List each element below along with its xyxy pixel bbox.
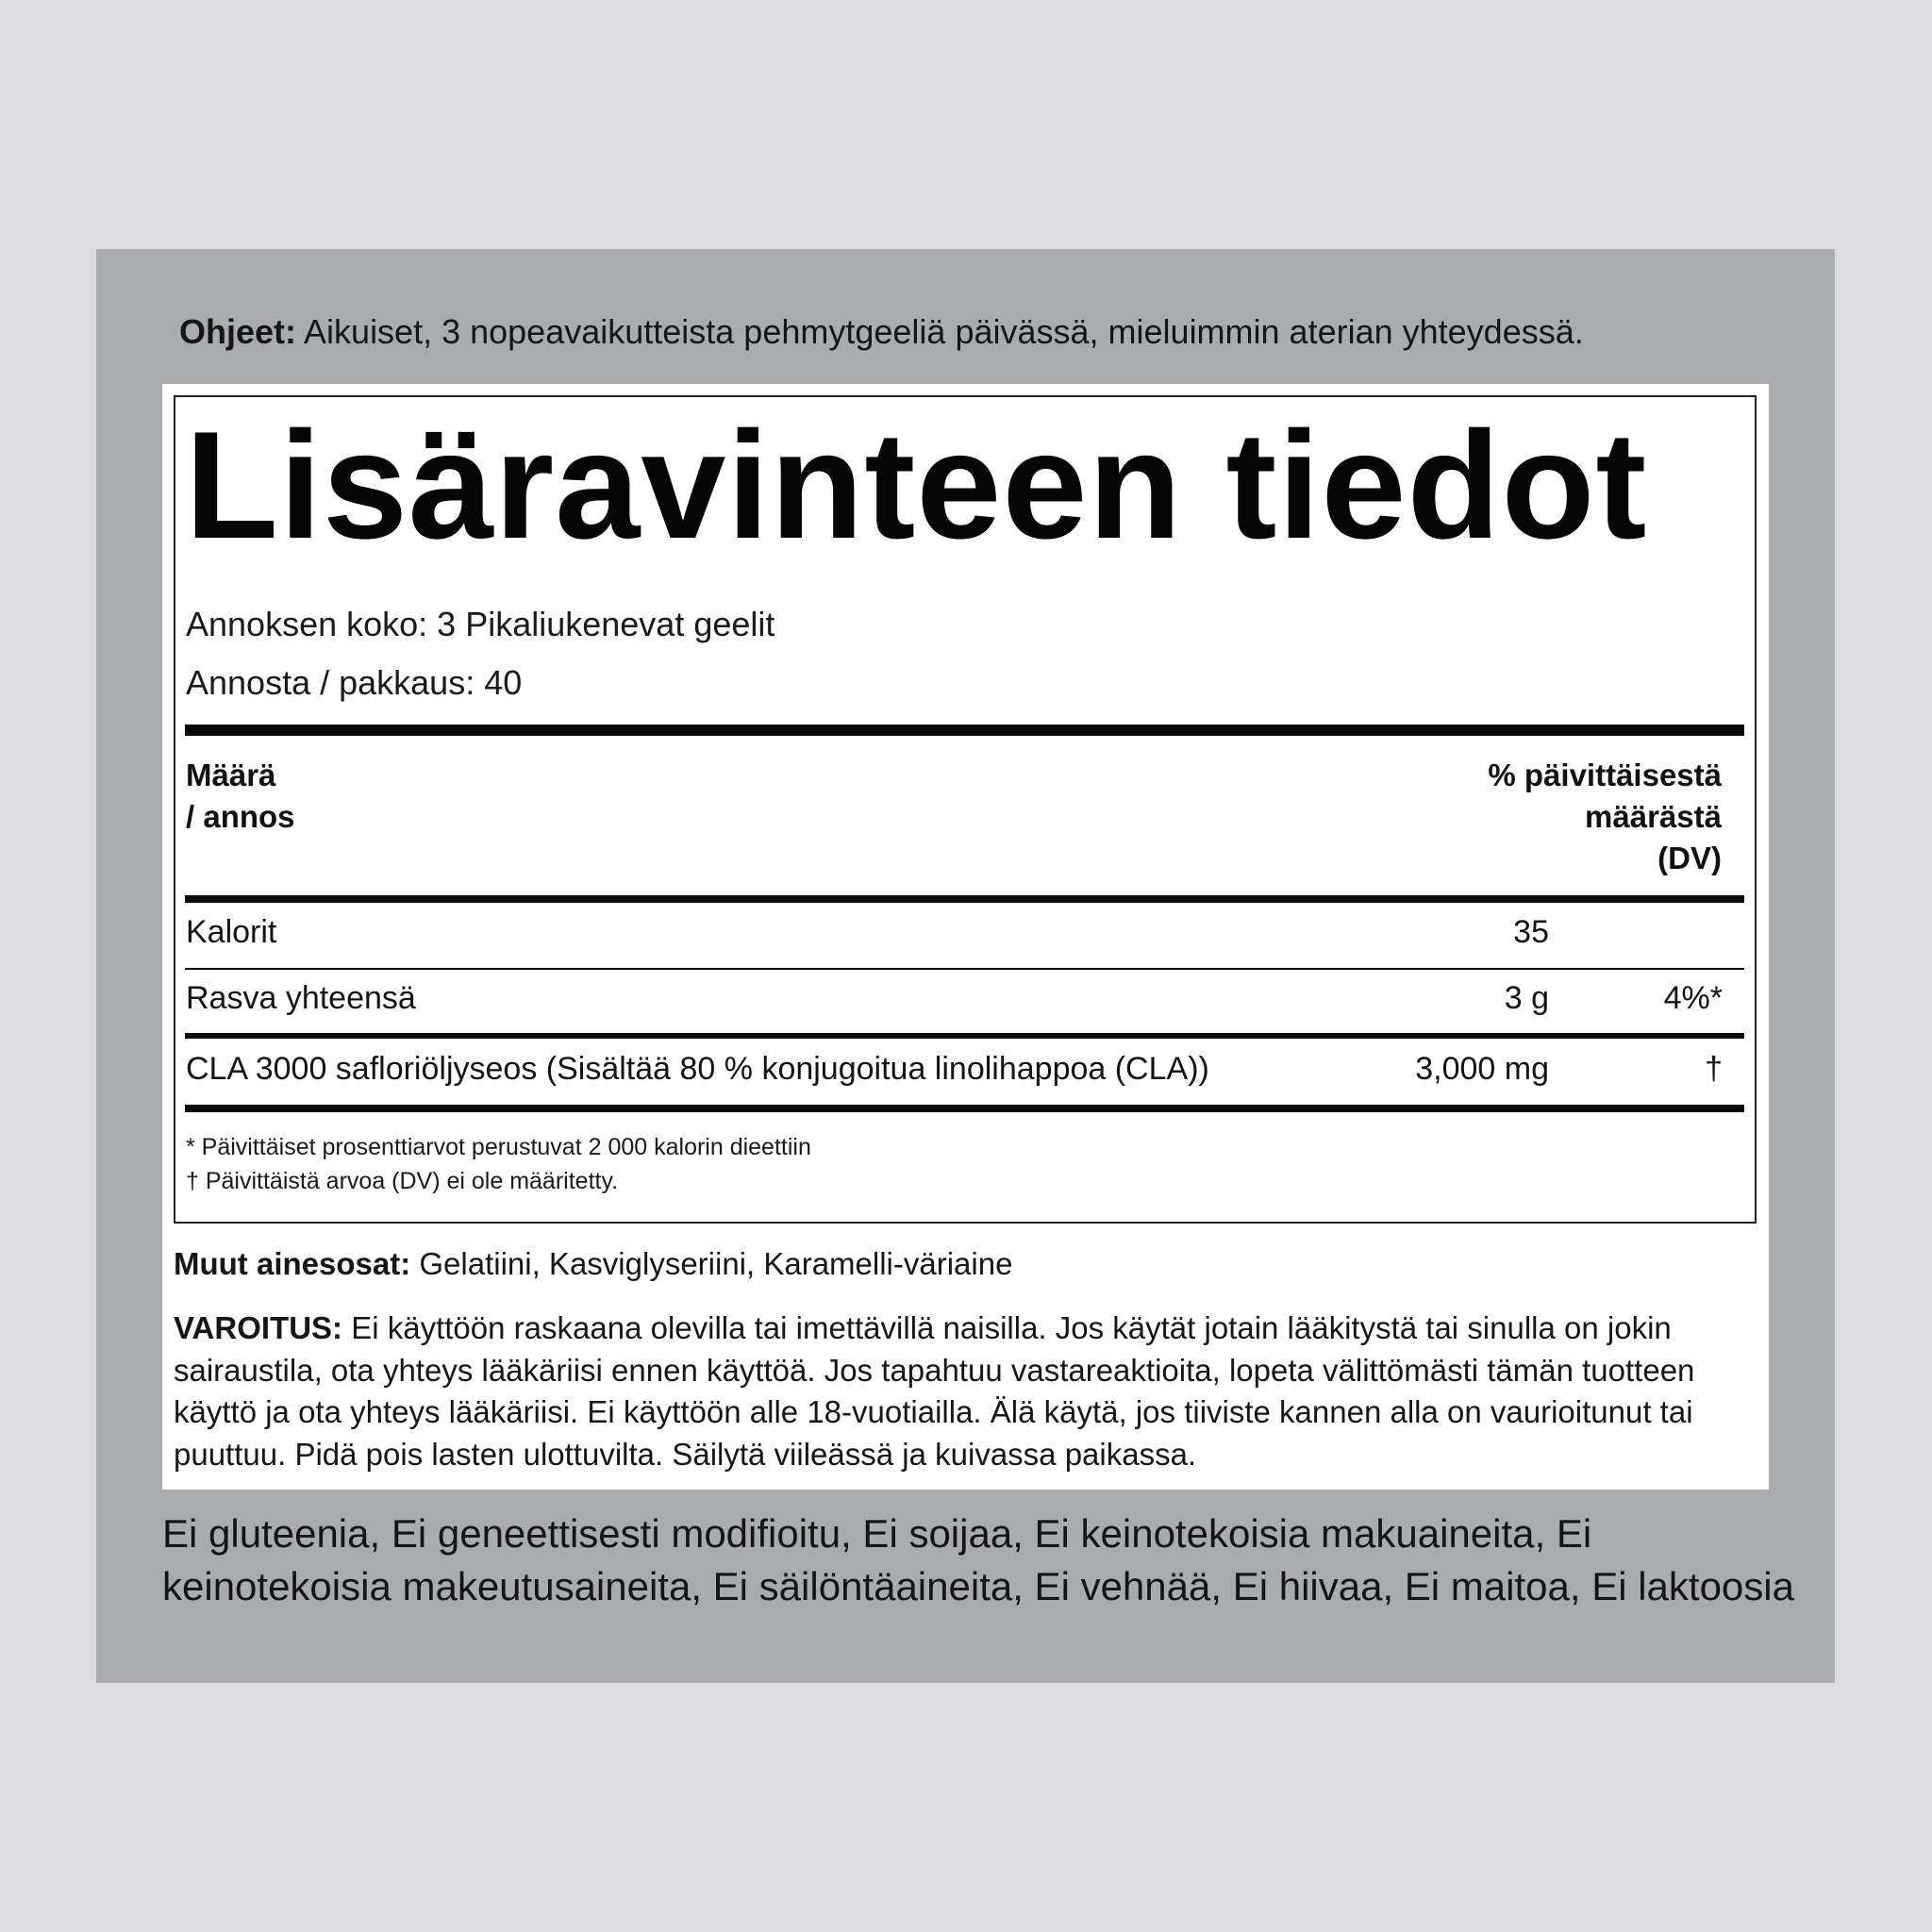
nutrient-label-calories: Kalorit	[186, 914, 277, 950]
amount-per-serving-header	[186, 755, 295, 838]
warning-label: VAROITUS:	[174, 1310, 343, 1345]
header-dv-line1: % päivittäisestä	[1488, 758, 1722, 792]
warning	[174, 1307, 1758, 1475]
facts-title: Lisäravinteen tiedot	[185, 400, 1648, 571]
header-dv-line2: määrästä	[1585, 799, 1722, 834]
free-from-claims: Ei gluteenia, Ei geneettisesti modifioitu, Ei soijaa, Ei keinotekoisia makuaineita, Ei keinotekoisia makeutusaineita, Ei säilöntäaineita, Ei vehnää, Ei hiivaa, Ei maitoa, Ei laktoosia	[162, 1511, 1794, 1608]
header-dv-line3: (DV)	[1657, 841, 1722, 875]
daily-value-header	[1488, 755, 1722, 879]
header-amount-line2: / annos	[186, 799, 295, 834]
nutrient-label-cla: CLA 3000 safloriöljyseos (Sisältää 80 % konjugoitua linolihappoa (CLA))	[186, 1051, 1209, 1087]
nutrient-dv-cla: †	[1705, 1051, 1723, 1087]
other-ingredients-label: Muut ainesosat:	[174, 1246, 411, 1281]
medium-rule	[185, 895, 1744, 903]
servings-per-container: Annosta / pakkaus: 40	[186, 663, 523, 702]
directions	[179, 309, 1584, 355]
nutrient-dv-total-fat: 4%*	[1663, 980, 1723, 1016]
other-ingredients	[174, 1243, 1012, 1285]
nutrient-label-total-fat: Rasva yhteensä	[186, 980, 416, 1016]
nutrient-amount-calories: 35	[1513, 914, 1549, 950]
header-amount-line1: Määrä	[186, 758, 276, 792]
warning-text: Ei käyttöön raskaana olevilla tai imettävillä naisilla. Jos käytät jotain lääkitystä tai sinulla on jokin sairaustila, ota yhteys lääkäriisi ennen käyttöä. Jos tapahtuu vastareaktioita, lopeta välittömästi tämän tuotteen käyttö ja ota yhteys lääkäriisi. Ei käyttöön alle 18-vuotiailla. Älä käytä, jos tiiviste kannen alla on vaurioitunut tai puuttuu. Pidä pois lasten ulottuvilta. Säilytä viileässä ja kuivassa paikassa.	[174, 1310, 1695, 1472]
row-rule	[185, 1033, 1744, 1039]
thin-rule	[185, 968, 1744, 970]
nutrient-amount-cla: 3,000 mg	[1415, 1051, 1549, 1087]
thick-rule	[185, 724, 1744, 736]
directions-text: Aikuiset, 3 nopeavaikutteista pehmytgeeliä päivässä, mieluimmin aterian yhteydessä.	[304, 312, 1584, 351]
nutrient-amount-total-fat: 3 g	[1504, 980, 1549, 1016]
serving-size: Annoksen koko: 3 Pikaliukenevat geelit	[186, 605, 775, 643]
footnote-daily-values: * Päivittäiset prosenttiarvot perustuvat 2 000 kalorin dieettiin	[186, 1134, 811, 1160]
bottom-rule	[185, 1105, 1744, 1112]
footnote-dv-not-established: † Päivittäistä arvoa (DV) ei ole määritetty.	[186, 1168, 619, 1194]
directions-label: Ohjeet:	[179, 312, 297, 351]
other-ingredients-text: Gelatiini, Kasviglyseriini, Karamelli-väriaine	[419, 1246, 1013, 1281]
